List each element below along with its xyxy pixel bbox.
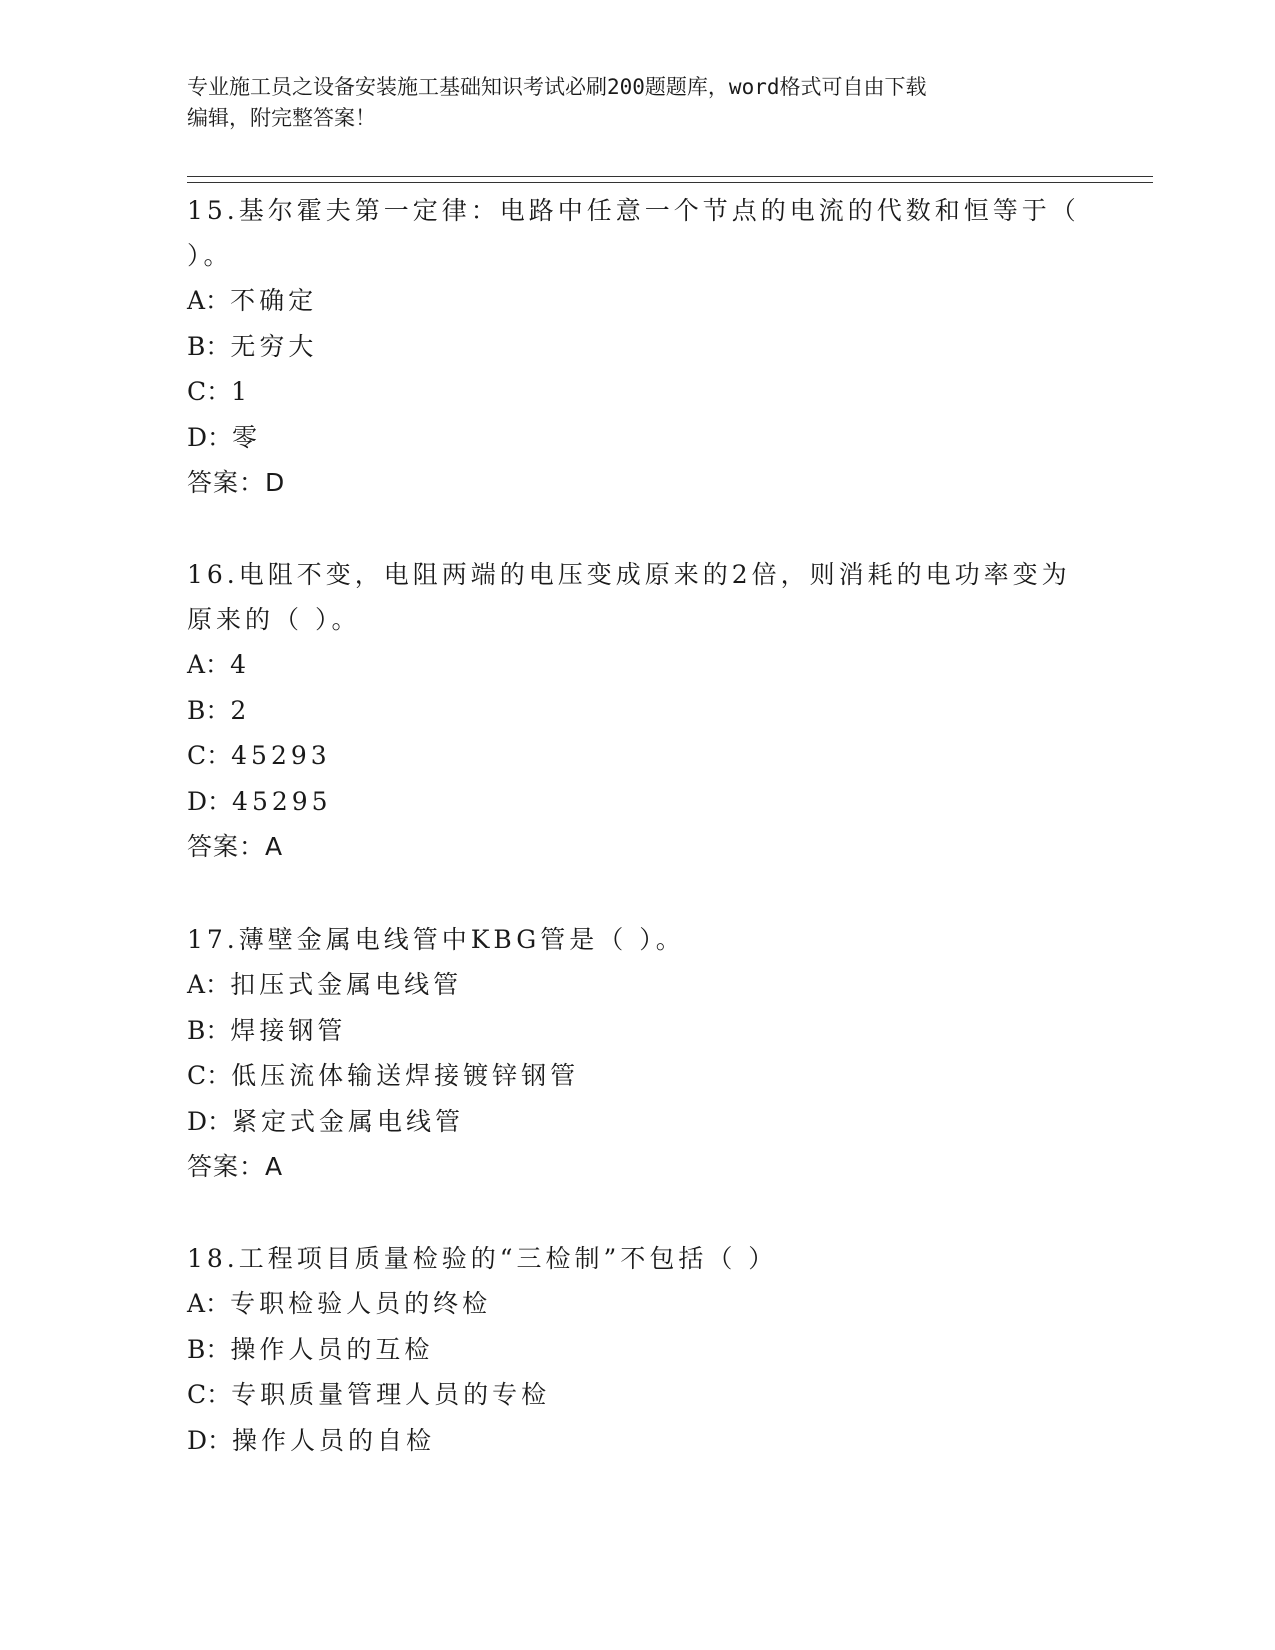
answer-line: 答案：D xyxy=(187,468,286,497)
option-a xyxy=(187,278,1087,324)
option-text: 45295 xyxy=(232,786,332,816)
option-text: 45293 xyxy=(231,741,331,770)
question-stem-line-1: 16.电阻不变，电阻两端的电压变成原来的2倍，则消耗的电功率变为 xyxy=(187,560,1071,589)
option-key: A： xyxy=(187,1289,231,1318)
option-text: 2 xyxy=(230,695,251,725)
option-key: B： xyxy=(187,331,231,361)
question-stem-line-1: 15.基尔霍夫第一定律：电路中任意一个节点的电流的代数和恒等于（ xyxy=(187,196,1080,225)
option-b xyxy=(187,688,1087,734)
option-key: C： xyxy=(187,377,232,406)
option-key: C： xyxy=(187,741,232,770)
option-key: A： xyxy=(187,286,231,315)
answer-line: 答案：A xyxy=(187,1152,284,1181)
option-c xyxy=(187,369,1087,415)
option-text: 低压流体输送焊接镀锌钢管 xyxy=(231,1061,580,1090)
question-stem-line-1: 17.薄壁金属电线管中KBG管是（ ）。 xyxy=(187,925,685,954)
question-stem-line-1: 18.工程项目质量检验的“三检制”不包括（ ） xyxy=(187,1244,778,1273)
option-key: C： xyxy=(187,1380,232,1409)
option-d xyxy=(187,1418,1087,1464)
option-key: D： xyxy=(187,1425,233,1455)
option-c xyxy=(187,1372,1087,1418)
option-key: A： xyxy=(187,970,231,999)
option-text: 紧定式金属电线管 xyxy=(232,1106,465,1136)
question-16 xyxy=(187,552,1087,869)
header-title-line-1: 专业施工员之设备安装施工基础知识考试必刷200题题库，word格式可自由下载 xyxy=(187,75,927,99)
option-a xyxy=(187,1281,1087,1327)
option-key: D： xyxy=(187,786,233,816)
option-d xyxy=(187,415,1087,461)
option-key: C： xyxy=(187,1061,232,1090)
header-title-line-2: 编辑，附完整答案！ xyxy=(187,106,376,130)
option-b xyxy=(187,1008,1087,1054)
option-b xyxy=(187,1327,1087,1373)
option-text: 操作人员的自检 xyxy=(232,1425,436,1455)
option-text: 4 xyxy=(230,650,250,679)
option-text: 焊接钢管 xyxy=(230,1015,347,1045)
option-text: 无穷大 xyxy=(230,331,318,361)
question-stem-line-2: 原来的（ ）。 xyxy=(187,605,361,634)
option-key: D： xyxy=(187,422,233,452)
header-divider-bottom xyxy=(187,182,1153,183)
option-key: A： xyxy=(187,650,231,679)
option-text: 扣压式金属电线管 xyxy=(230,970,463,999)
option-b xyxy=(187,324,1087,370)
option-key: B： xyxy=(187,1015,231,1045)
option-text: 不确定 xyxy=(230,286,318,315)
option-key: D： xyxy=(187,1106,233,1136)
option-a xyxy=(187,642,1087,688)
option-text: 专职检验人员的终检 xyxy=(230,1289,492,1318)
question-18 xyxy=(187,1236,1087,1463)
question-15 xyxy=(187,188,1087,505)
question-17 xyxy=(187,917,1087,1189)
option-text: 1 xyxy=(231,377,252,406)
header-divider-top xyxy=(187,176,1153,177)
option-d xyxy=(187,779,1087,825)
option-c xyxy=(187,1053,1087,1099)
option-key: B： xyxy=(187,1334,231,1364)
answer-line: 答案：A xyxy=(187,832,284,861)
option-c xyxy=(187,733,1087,779)
question-stem-line-2: ）。 xyxy=(187,241,233,270)
option-text: 专职质量管理人员的专检 xyxy=(231,1380,551,1409)
option-a xyxy=(187,962,1087,1008)
option-d xyxy=(187,1099,1087,1145)
option-key: B： xyxy=(187,695,231,725)
document-header xyxy=(187,72,1067,134)
option-text: 操作人员的互检 xyxy=(230,1334,434,1364)
option-text: 零 xyxy=(232,422,262,452)
